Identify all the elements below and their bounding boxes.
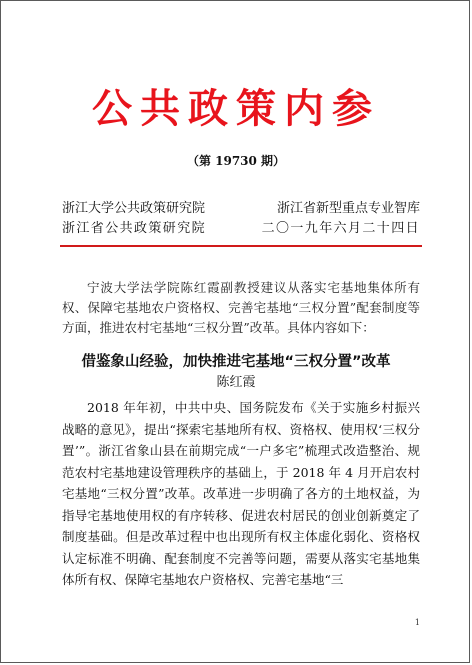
red-divider xyxy=(60,245,422,247)
org-right-line1: 浙江省新型重点专业智库 xyxy=(276,201,420,216)
org-row-2 xyxy=(62,220,420,238)
issue-date: 二〇一九年六月二十四日 xyxy=(261,221,420,236)
article-title: 借鉴象山经验，加快推进宅基地“三权分置”改革 xyxy=(81,354,391,370)
org-left-line1: 浙江大学公共政策研究院 xyxy=(62,201,206,216)
org-row-1 xyxy=(62,200,420,218)
article-body: 2018 年年初，中共中央、国务院发布《关于实施乡村振兴战略的意见》，提出“探索宅基地所有权、资格权、使用权‘三权分置’”。浙江省象山县在前期完成“一户多宅”梳理式改造整治、规范农村宅基地建设管理秩序的基础上，于 2018 年 4 月开启农村宅基地“三权分置”改革。改革进一步明确了各方的土地权益，为指导宅基地使用权的有序转移、促进农村居民的创业创新奠定了制度基础。但是改革过程中也出现所有权主体虚化弱化、资格权认定标准不明确、配套制度不完善等问题，需要从落实宅基地集体所有权、保障宅基地农户资格权、完善宅基地“三 xyxy=(62,400,420,587)
summary-paragraph: 宁波大学法学院陈红霞副教授建议从落实宅基地集体所有权、保障宅基地农户资格权、完善宅基地“三权分置”配套制度等方面，推进农村宅基地“三权分置”改革。具体内容如下： xyxy=(62,280,420,335)
org-left-line2: 浙江省公共政策研究院 xyxy=(62,221,207,236)
article-author: 陈红霞 xyxy=(216,375,256,390)
issue-number: （第 19730 期） xyxy=(186,154,286,168)
page-number: 1 xyxy=(414,618,420,627)
masthead-title: 公共政策内参 xyxy=(92,86,380,132)
